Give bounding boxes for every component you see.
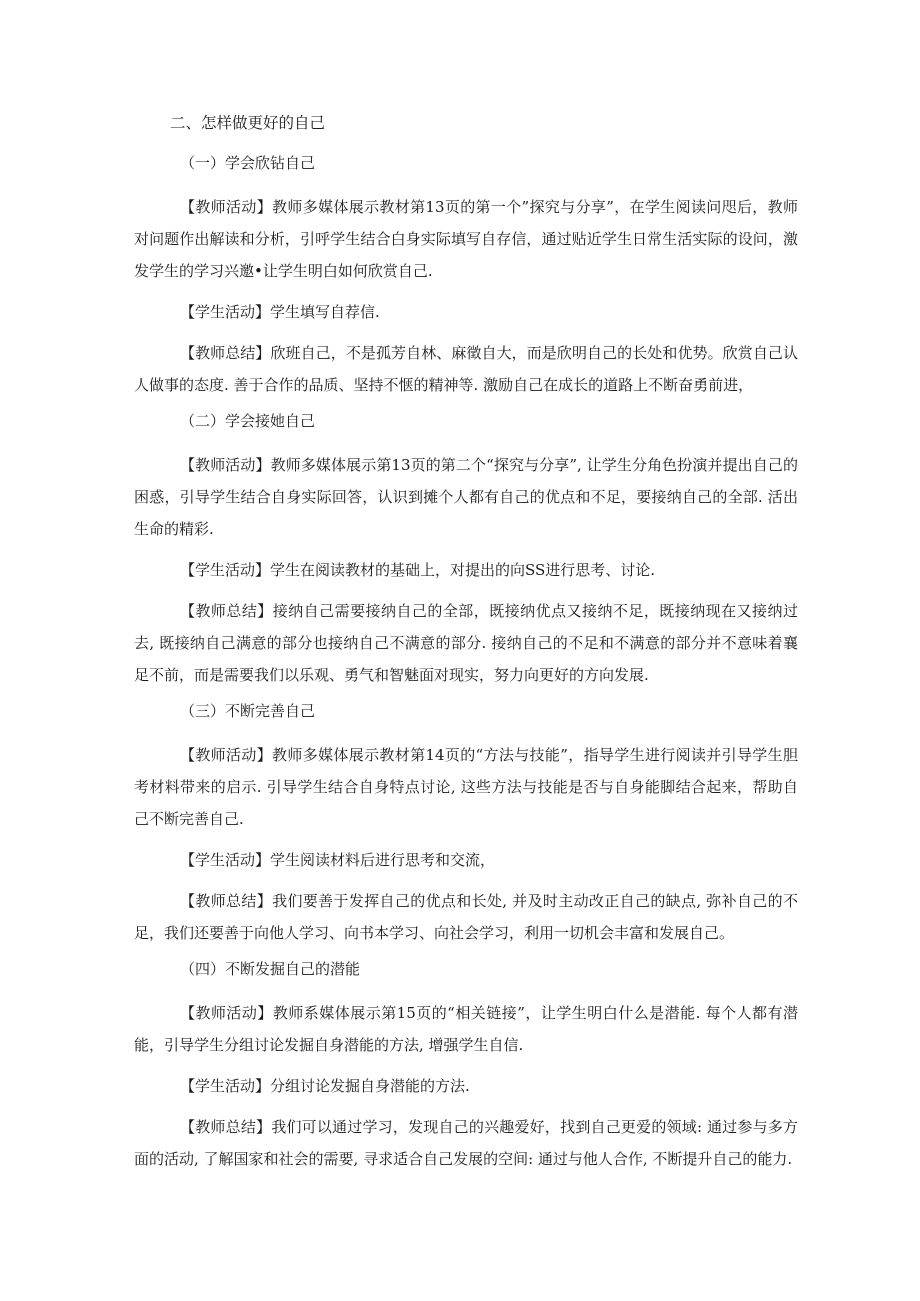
paragraph-text: 分组讨论发掘自身潜能的方法. xyxy=(270,1077,470,1095)
paragraph-text: 接纳自己需要接纳自己的全部，既接纳优点又接纳不足，既接纳现在又接纳过去, 既接纳自己满意的部分也接纳自己不满意的部分. 接纳自己的不足和不满意的部分并不意味着襄足不前，而是需要我们以乐观、勇气和智魅面对现实，努力向更好的方向发展. xyxy=(134,602,798,684)
paragraph-text: 我们要善于发挥自己的优点和长处, 并及时主动改正自己的缺点, 弥补自己的不足，我们还要善于向他人学习、向书本学习、向社会学习，利用一切机会丰富和发展自己。 xyxy=(134,892,798,942)
paragraph-text: 教师多媒体展示第13页的第二个“探究与分享”, 让学生分角色扮演并提出自己的困惑，引导学生结合自身实际回答，认识到摊个人都有自己的优点和不足，要接纳自己的全部. 活出生命的精彩. xyxy=(134,456,798,538)
paragraph-tag: 【教师总结】 xyxy=(180,602,273,620)
paragraph-tag: 【学生活动】 xyxy=(180,561,271,579)
paragraph xyxy=(134,739,798,835)
subsection-title: （二）学会接她自己 xyxy=(180,412,316,430)
paragraph xyxy=(134,1070,798,1102)
paragraph-text: 教师系媒体展示第15页的“相关链接”，让学生明白什么是潜能. 每个人都有潜能，引导学生分组讨论发掘自身潜能的方法, 增强学生自信. xyxy=(134,1004,798,1054)
paragraph-text: 教师多媒体展示教材第13页的第一个”探究与分享”，在学生阅读问咫后，教师对问题作出解读和分析，引呼学生结合白身实际填写自存信，通过贴近学生日常生活实际的设问，激发学生的学习兴邀•让学生明白如何欣赏自己. xyxy=(134,198,798,280)
paragraph-tag: 【学生活动】 xyxy=(180,1077,271,1095)
paragraph-tag: 【教师活动】 xyxy=(180,1004,273,1022)
paragraph-text: 教师多媒体展示教材第14页的“方法与技能”，指导学生进行阅读并引导学生胆考材料带来的启示. 引导学生结合自身特点讨论, 这些方法与技能是否与自身能脚结合起来，帮助自己不断完善自己. xyxy=(134,746,798,828)
paragraph xyxy=(134,191,798,287)
paragraph-text: 学生填写自荐信. xyxy=(270,303,380,321)
paragraph-tag: 【教师活动】 xyxy=(180,746,273,764)
paragraph-tag: 【教师活动】 xyxy=(180,198,273,216)
paragraph xyxy=(134,296,798,328)
paragraph-tag: 【教师活动】 xyxy=(180,456,271,474)
paragraph xyxy=(134,337,798,401)
subsection-title: （三）不断完善自己 xyxy=(180,702,316,720)
paragraph-tag: 【教师总结】 xyxy=(180,1118,272,1136)
subsection-title: （四）不断发掘自己的潜能 xyxy=(180,960,361,978)
paragraph xyxy=(134,554,798,586)
paragraph xyxy=(134,997,798,1061)
paragraph-tag: 【教师总结】 xyxy=(180,892,273,910)
paragraph-tag: 【学生活动】 xyxy=(180,303,271,321)
subsection-title: （一）学会欣钻自己 xyxy=(180,154,316,172)
paragraph-tag: 【学生活动】 xyxy=(180,851,271,869)
paragraph xyxy=(134,885,798,949)
paragraph xyxy=(134,844,798,876)
paragraph xyxy=(134,595,798,691)
document-body xyxy=(134,112,798,1184)
paragraph-text: 欣班自己，不是孤芳自林、麻徵自大，而是欣明自己的长处和优势。欣赏自己认人做事的态度. 善于合作的品质、坚持不惬的精神等. 激励自己在成长的道路上不断奋勇前进， xyxy=(134,344,798,394)
paragraph-text: 学生在阅读教材的基础上，对提出的向SS进行思考、讨论. xyxy=(270,561,656,579)
paragraph xyxy=(134,449,798,545)
paragraph-tag: 【教师总结】 xyxy=(180,344,271,362)
paragraph-text: 学生阅读材料后进行思考和交流， xyxy=(270,851,496,869)
paragraph xyxy=(134,1111,798,1175)
paragraph-text: 我们可以通过学习，发现自己的兴趣爱好，找到自己更爱的领域: 通过参与多方面的活动, 了解国家和社会的需要, 寻求适合自己发展的空间: 通过与他人合作, 不断提升自己的能力. xyxy=(134,1118,798,1168)
section-title: 二、怎样做更好的自己 xyxy=(170,114,326,132)
